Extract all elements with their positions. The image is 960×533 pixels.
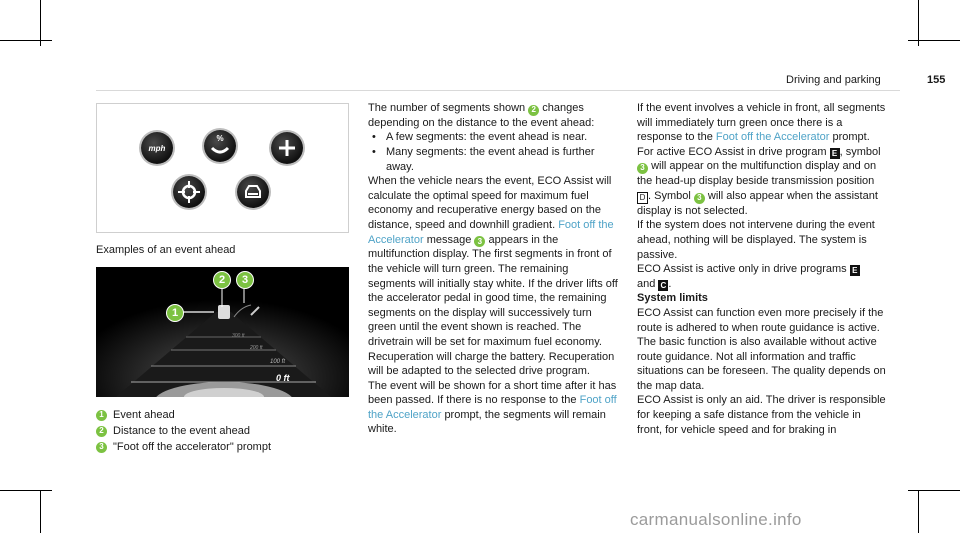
paragraph: If the event involves a vehicle in front, all segments will immediately turn green once there is a response to the Foot off the Accelerator prompt.	[637, 102, 886, 144]
buttons-figure	[96, 103, 349, 233]
legend-text: Event ahead	[113, 409, 175, 421]
bullet-list	[368, 130, 618, 174]
drive-program-c-icon: C	[658, 280, 668, 291]
mph-label: mph	[148, 143, 166, 153]
distance-label: 200 ft	[250, 345, 263, 351]
foot-off-accelerator-link[interactable]: Foot off the Accelerator	[368, 218, 614, 246]
crop-mark	[0, 490, 52, 491]
steering-target-icon	[173, 176, 205, 208]
legend-item	[96, 439, 271, 455]
drive-program-e-icon: E	[830, 148, 840, 159]
watermark: carmanualsonline.info	[630, 510, 802, 529]
multifunction-display-figure	[96, 267, 349, 397]
crop-mark	[908, 40, 960, 41]
paragraph: For active ECO Assist in drive program E , symbol 3 will appear on the multifunction display and on the head-up display beside transmission position D . Symbol 3 will also appear when the assistant display is not selected.	[637, 145, 881, 217]
legend-text: "Foot off the accelerator" prompt	[113, 441, 272, 453]
crop-mark	[0, 40, 52, 41]
figure-legend	[96, 407, 271, 455]
section-heading: System limits	[637, 292, 708, 305]
transmission-d-icon: D	[637, 192, 648, 204]
drive-program-e-icon: E	[850, 265, 860, 276]
distance-label: 300 ft	[232, 333, 245, 339]
legend-number: 2	[96, 426, 107, 437]
legend-item	[96, 407, 271, 423]
text-column-3	[637, 101, 887, 437]
callout-2: 2	[213, 271, 231, 289]
distance-label: 0 ft	[276, 373, 290, 383]
paragraph: When the vehicle nears the event, ECO Assist will calculate the optimal speed for maximum fuel economy and recuperative energy based on the distance, speed and downhill gradient. Foot off the Accelerator message 3 appears in the multifunction display. The first segments in front of the vehicle will turn green. The remaining segments will initially stay white. If the driver lifts off the accelerator pedal in good time, the remaining segments on the display will successively turn green until the event shown is reached. The drivetrain will be set for maximum fuel economy. Recuperation will charge the battery. Recuperation will be adapted to the selected drive program.	[368, 175, 618, 378]
distance-label: 100 ft	[270, 359, 286, 365]
callout-3: 3	[236, 271, 254, 289]
header-divider	[96, 90, 900, 91]
legend-number: 3	[96, 442, 107, 453]
paragraph: The number of segments shown 2 changes depending on the distance to the event ahead:	[368, 102, 595, 129]
paragraph: ECO Assist is only an aid. The driver is responsible for keeping a safe distance from the vehicle in front, for vehicle speed and for braking in	[637, 394, 886, 436]
paragraph: If the system does not intervene during the event ahead, nothing will be displayed. The system is passive.	[637, 219, 875, 261]
plus-icon	[271, 132, 303, 164]
callout-1: 1	[166, 304, 184, 322]
paragraph: The event will be shown for a short time after it has been passed. If there is no response to the Foot off the Accelerator prompt, the segments will remain white.	[368, 379, 617, 436]
vehicle-ahead-icon	[237, 176, 269, 208]
figure-caption: Examples of an event ahead	[96, 244, 236, 256]
legend-item	[96, 423, 271, 439]
reference-number: 3	[637, 163, 648, 174]
crop-mark	[40, 490, 41, 533]
crop-mark	[918, 490, 919, 533]
section-title: Driving and parking	[786, 74, 881, 86]
percent-label: %	[216, 134, 224, 143]
list-item: • A few segments: the event ahead is near.	[380, 130, 618, 145]
list-item: • Many segments: the event ahead is further away.	[380, 145, 618, 174]
speed-mph-icon	[141, 132, 173, 164]
paragraph: ECO Assist can function even more precisely if the route is adhered to when route guidance is active. The basic function is also available without active route guidance. Not all information and traffic situations can be foreseen. The quality depends on the map data.	[637, 306, 886, 392]
percent-gauge-icon	[204, 130, 236, 162]
foot-off-accelerator-link[interactable]: Foot off the Accelerator	[368, 394, 617, 421]
reference-number: 3	[474, 236, 485, 247]
reference-number: 2	[528, 105, 539, 116]
reference-number: 3	[694, 193, 705, 204]
text-column-2	[368, 101, 618, 437]
crop-mark	[908, 490, 960, 491]
legend-text: Distance to the event ahead	[113, 425, 250, 437]
page-number: 155	[927, 74, 946, 86]
foot-off-accelerator-link[interactable]: Foot off the Accelerator	[715, 131, 830, 144]
paragraph: ECO Assist is active only in drive programs E and C .	[637, 262, 887, 291]
legend-number: 1	[96, 410, 107, 421]
